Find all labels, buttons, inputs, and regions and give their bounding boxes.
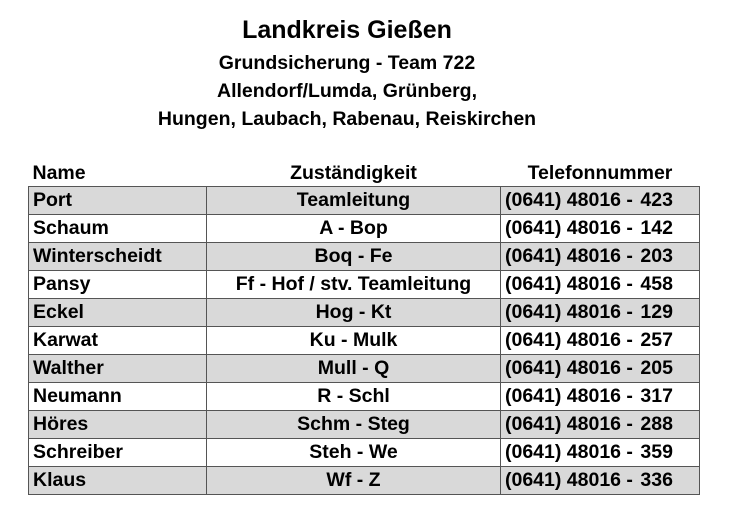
phone-prefix: (0641) 48016 - [505,329,633,351]
cell-responsibility: Ku - Mulk [207,327,501,355]
phone-prefix: (0641) 48016 - [505,385,633,407]
phone-prefix: (0641) 48016 - [505,245,633,267]
page-subtitle-towns-2: Hungen, Laubach, Rabenau, Reiskirchen [157,108,537,130]
cell-name: Winterscheidt [29,243,207,271]
cell-name: Pansy [29,271,207,299]
cell-phone [501,383,700,411]
phone-extension: 336 [640,469,673,491]
cell-responsibility: Wf - Z [207,467,501,495]
table-header-row [29,161,700,187]
table-row [29,271,700,299]
phone-extension: 359 [640,441,673,463]
column-header-responsibility: Zuständigkeit [207,161,501,187]
phone-prefix: (0641) 48016 - [505,301,633,323]
table-row [29,355,700,383]
cell-name: Schreiber [29,439,207,467]
phone-prefix: (0641) 48016 - [505,441,633,463]
phone-extension: 205 [640,357,673,379]
phone-prefix: (0641) 48016 - [505,469,633,491]
phone-extension: 142 [640,217,673,239]
cell-phone [501,215,700,243]
contact-table [28,161,700,495]
table-row [29,299,700,327]
cell-responsibility: Mull - Q [207,355,501,383]
phone-prefix: (0641) 48016 - [505,413,633,435]
column-header-phone: Telefonnummer [501,161,700,187]
table-row [29,187,700,215]
page-subtitle-towns-1: Allendorf/Lumda, Grünberg, [216,80,477,102]
cell-responsibility: Hog - Kt [207,299,501,327]
cell-responsibility: Ff - Hof / stv. Teamleitung [207,271,501,299]
phone-prefix: (0641) 48016 - [505,273,633,295]
cell-responsibility: Teamleitung [207,187,501,215]
cell-name: Klaus [29,467,207,495]
cell-name: Walther [29,355,207,383]
table-row [29,467,700,495]
phone-extension: 257 [640,329,673,351]
page-subtitle-team: Grundsicherung - Team 722 [218,52,476,74]
cell-phone [501,243,700,271]
cell-phone [501,467,700,495]
table-row [29,243,700,271]
cell-name: Neumann [29,383,207,411]
phone-prefix: (0641) 48016 - [505,189,633,211]
phone-extension: 288 [640,413,673,435]
cell-responsibility: Schm - Steg [207,411,501,439]
cell-name: Schaum [29,215,207,243]
page-title: Landkreis Gießen [242,16,452,44]
table-row [29,439,700,467]
cell-responsibility: R - Schl [207,383,501,411]
table-row [29,383,700,411]
cell-phone [501,355,700,383]
cell-name: Port [29,187,207,215]
table-row [29,327,700,355]
cell-responsibility: Boq - Fe [207,243,501,271]
cell-phone [501,271,700,299]
cell-responsibility: Steh - We [207,439,501,467]
cell-responsibility: A - Bop [207,215,501,243]
phone-extension: 203 [640,245,673,267]
phone-prefix: (0641) 48016 - [505,357,633,379]
table-row [29,411,700,439]
cell-phone [501,299,700,327]
phone-extension: 423 [640,189,673,211]
table-body [29,187,700,495]
phone-extension: 317 [640,385,673,407]
cell-name: Eckel [29,299,207,327]
phone-extension: 129 [640,301,673,323]
phone-prefix: (0641) 48016 - [505,217,633,239]
cell-name: Karwat [29,327,207,355]
cell-phone [501,327,700,355]
table-row [29,215,700,243]
column-header-name: Name [29,161,207,187]
cell-name: Höres [29,411,207,439]
phone-extension: 458 [640,273,673,295]
cell-phone [501,411,700,439]
cell-phone [501,439,700,467]
cell-phone [501,187,700,215]
